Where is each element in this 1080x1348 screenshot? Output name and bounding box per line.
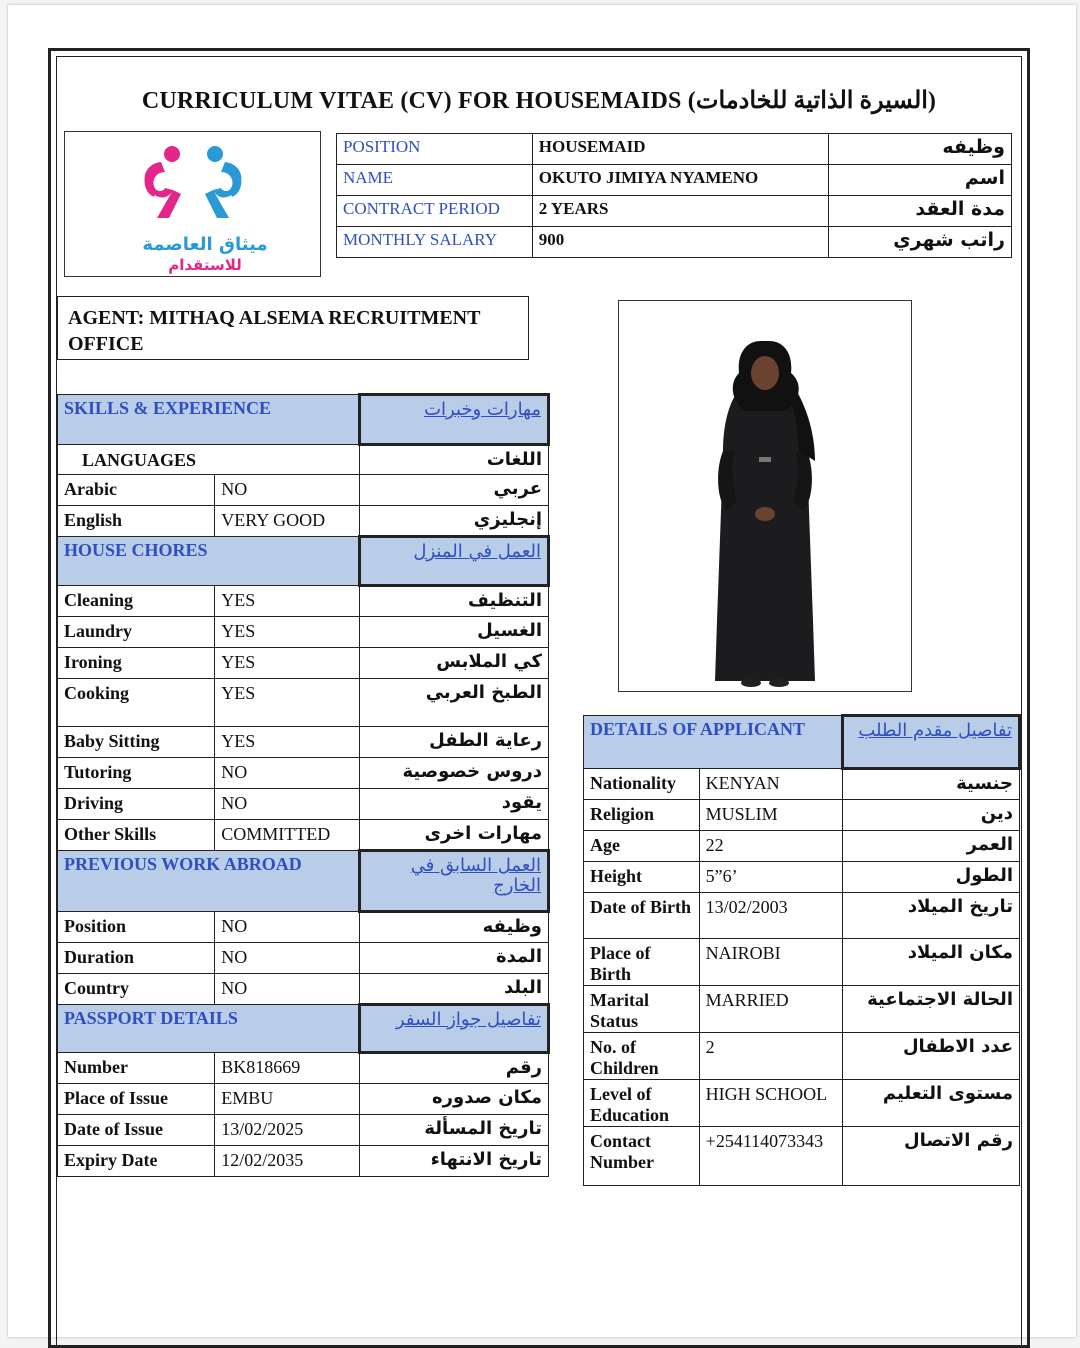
skills-table	[57, 393, 550, 1177]
row-label: Baby Sitting	[58, 727, 215, 758]
row-cooking	[58, 679, 549, 727]
row-value: YES	[215, 586, 360, 617]
row-english	[58, 506, 549, 537]
row-ar-label: مكان الميلاد	[843, 939, 1020, 986]
row-driving	[58, 789, 549, 820]
row-ar-label: العمر	[843, 831, 1020, 862]
row-no-of-children	[584, 1033, 1020, 1080]
applicant-figure-icon	[619, 301, 911, 691]
row-ar-label: مكان صدوره	[360, 1084, 549, 1115]
row-label: Laundry	[58, 617, 215, 648]
row-label: Duration	[58, 943, 215, 974]
summary-ar-label: اسم	[829, 165, 1012, 196]
row-value: YES	[215, 727, 360, 758]
row-tutoring	[58, 758, 549, 789]
summary-ar-label: مدة العقد	[829, 196, 1012, 227]
row-label: Marital Status	[584, 986, 700, 1033]
row-value: NO	[215, 943, 360, 974]
page-title: CURRICULUM VITAE (CV) FOR HOUSEMAIDS (السيرة الذاتية للخادمات)	[141, 88, 937, 114]
row-label: No. of Children	[584, 1033, 700, 1080]
row-value: COMMITTED	[215, 820, 360, 851]
row-label: Number	[58, 1053, 215, 1084]
row-label: English	[58, 506, 215, 537]
row-ar-label: يقود	[360, 789, 549, 820]
row-value: NAIROBI	[699, 939, 843, 986]
row-value: NO	[215, 912, 360, 943]
summary-ar-label: وظيفه	[829, 134, 1012, 165]
row-value: NO	[215, 758, 360, 789]
applicant-table	[583, 714, 1021, 1186]
row-value: HIGH SCHOOL	[699, 1080, 843, 1127]
row-place-of-issue	[58, 1084, 549, 1115]
summary-row-name	[337, 165, 1012, 196]
row-ar-label: تاريخ المسألة	[360, 1115, 549, 1146]
row-age	[584, 831, 1020, 862]
summary-value: OKUTO JIMIYA NYAMENO	[532, 165, 829, 196]
row-value: VERY GOOD	[215, 506, 360, 537]
section-header-en: PREVIOUS WORK ABROAD	[58, 851, 360, 912]
section-header-ar: مهارات وخبرات	[360, 395, 549, 445]
languages-ar-label: اللغات	[360, 445, 549, 475]
section-header-ar: تفاصيل جواز السفر	[360, 1005, 549, 1053]
agent-box: AGENT: MITHAQ ALSEMA RECRUITMENT OFFICE	[57, 296, 529, 360]
row-label: Place of Birth	[584, 939, 700, 986]
row-label: Height	[584, 862, 700, 893]
row-baby-sitting	[58, 727, 549, 758]
section-header-passport-details	[58, 1005, 549, 1053]
row-ar-label: رقم	[360, 1053, 549, 1084]
row-ar-label: رعاية الطفل	[360, 727, 549, 758]
section-header-ar: تفاصيل مقدم الطلب	[843, 716, 1020, 769]
summary-row-contract-period	[337, 196, 1012, 227]
logo-box	[64, 131, 321, 277]
summary-row-monthly-salary	[337, 227, 1012, 258]
row-value: NO	[215, 789, 360, 820]
summary-value: 900	[532, 227, 829, 258]
row-nationality	[584, 769, 1020, 800]
row-label: Religion	[584, 800, 700, 831]
section-header-en: HOUSE CHORES	[58, 537, 360, 586]
section-header-en: SKILLS & EXPERIENCE	[58, 395, 360, 445]
row-label: Contact Number	[584, 1127, 700, 1186]
row-place-of-birth	[584, 939, 1020, 986]
row-label: Tutoring	[58, 758, 215, 789]
row-languages	[58, 445, 549, 475]
row-ar-label: الطبخ العربي	[360, 679, 549, 727]
summary-value: 2 YEARS	[532, 196, 829, 227]
summary-row-position	[337, 134, 1012, 165]
row-contact-number	[584, 1127, 1020, 1186]
row-cleaning	[58, 586, 549, 617]
row-arabic	[58, 475, 549, 506]
row-value: YES	[215, 648, 360, 679]
row-ar-label: إنجليزي	[360, 506, 549, 537]
row-ar-label: التنظيف	[360, 586, 549, 617]
row-duration	[58, 943, 549, 974]
summary-value: HOUSEMAID	[532, 134, 829, 165]
row-value: MUSLIM	[699, 800, 843, 831]
row-ar-label: وظيفه	[360, 912, 549, 943]
row-ar-label: الغسيل	[360, 617, 549, 648]
logo-name-ar: ميثاق العاصمة	[142, 234, 268, 255]
row-ar-label: كي الملابس	[360, 648, 549, 679]
row-value: NO	[215, 974, 360, 1005]
row-value: 22	[699, 831, 843, 862]
section-header-en: PASSPORT DETAILS	[58, 1005, 360, 1053]
row-label: Date of Issue	[58, 1115, 215, 1146]
row-label: Date of Birth	[584, 893, 700, 939]
row-value: YES	[215, 617, 360, 648]
row-ar-label: عربي	[360, 475, 549, 506]
row-ar-label: المدة	[360, 943, 549, 974]
row-date-of-birth	[584, 893, 1020, 939]
summary-label: POSITION	[337, 134, 533, 165]
row-label: Position	[58, 912, 215, 943]
row-label: Level of Education	[584, 1080, 700, 1127]
summary-label: CONTRACT PERIOD	[337, 196, 533, 227]
row-label: Place of Issue	[58, 1084, 215, 1115]
row-level-of-education	[584, 1080, 1020, 1127]
row-ironing	[58, 648, 549, 679]
summary-label: MONTHLY SALARY	[337, 227, 533, 258]
row-date-of-issue	[58, 1115, 549, 1146]
row-ar-label: الحالة الاجتماعية	[843, 986, 1020, 1033]
row-ar-label: تاريخ الانتهاء	[360, 1146, 549, 1177]
row-value: MARRIED	[699, 986, 843, 1033]
row-country	[58, 974, 549, 1005]
section-header-previous-work-abroad	[58, 851, 549, 912]
row-label: Other Skills	[58, 820, 215, 851]
row-value: BK818669	[215, 1053, 360, 1084]
summary-label: NAME	[337, 165, 533, 196]
row-value: 13/02/2025	[215, 1115, 360, 1146]
row-height	[584, 862, 1020, 893]
row-label: Cleaning	[58, 586, 215, 617]
row-label: Arabic	[58, 475, 215, 506]
row-label: Ironing	[58, 648, 215, 679]
section-header-details-of-applicant	[584, 716, 1020, 769]
section-header-en: DETAILS OF APPLICANT	[584, 716, 843, 769]
row-label: Driving	[58, 789, 215, 820]
row-value: NO	[215, 475, 360, 506]
row-value: YES	[215, 679, 360, 727]
row-religion	[584, 800, 1020, 831]
row-number	[58, 1053, 549, 1084]
row-value: 13/02/2003	[699, 893, 843, 939]
row-laundry	[58, 617, 549, 648]
summary-ar-label: راتب شهري	[829, 227, 1012, 258]
row-label: Nationality	[584, 769, 700, 800]
row-ar-label: رقم الاتصال	[843, 1127, 1020, 1186]
section-header-ar: العمل في المنزل	[360, 537, 549, 586]
row-value: 2	[699, 1033, 843, 1080]
row-value: 5”6’	[699, 862, 843, 893]
row-value: KENYAN	[699, 769, 843, 800]
logo-sub-ar: للاستقدام	[168, 256, 242, 274]
row-other-skills	[58, 820, 549, 851]
agency-logo-icon	[65, 132, 320, 276]
row-expiry-date	[58, 1146, 549, 1177]
row-label: Age	[584, 831, 700, 862]
row-marital-status	[584, 986, 1020, 1033]
applicant-photo	[618, 300, 912, 692]
section-header-ar: العمل السابق في الخارج	[360, 851, 549, 912]
section-header-house-chores	[58, 537, 549, 586]
row-label: Cooking	[58, 679, 215, 727]
row-value: +254114073343	[699, 1127, 843, 1186]
row-ar-label: تاريخ الميلاد	[843, 893, 1020, 939]
row-ar-label: دروس خصوصية	[360, 758, 549, 789]
languages-label: LANGUAGES	[58, 445, 360, 475]
section-header-skills-experience	[58, 395, 549, 445]
row-ar-label: عدد الاطفال	[843, 1033, 1020, 1080]
row-ar-label: مهارات اخرى	[360, 820, 549, 851]
row-position	[58, 912, 549, 943]
row-ar-label: دين	[843, 800, 1020, 831]
row-ar-label: جنسية	[843, 769, 1020, 800]
row-value: 12/02/2035	[215, 1146, 360, 1177]
row-value: EMBU	[215, 1084, 360, 1115]
row-label: Country	[58, 974, 215, 1005]
row-ar-label: مستوى التعليم	[843, 1080, 1020, 1127]
row-label: Expiry Date	[58, 1146, 215, 1177]
summary-table	[336, 133, 1012, 258]
row-ar-label: البلد	[360, 974, 549, 1005]
row-ar-label: الطول	[843, 862, 1020, 893]
